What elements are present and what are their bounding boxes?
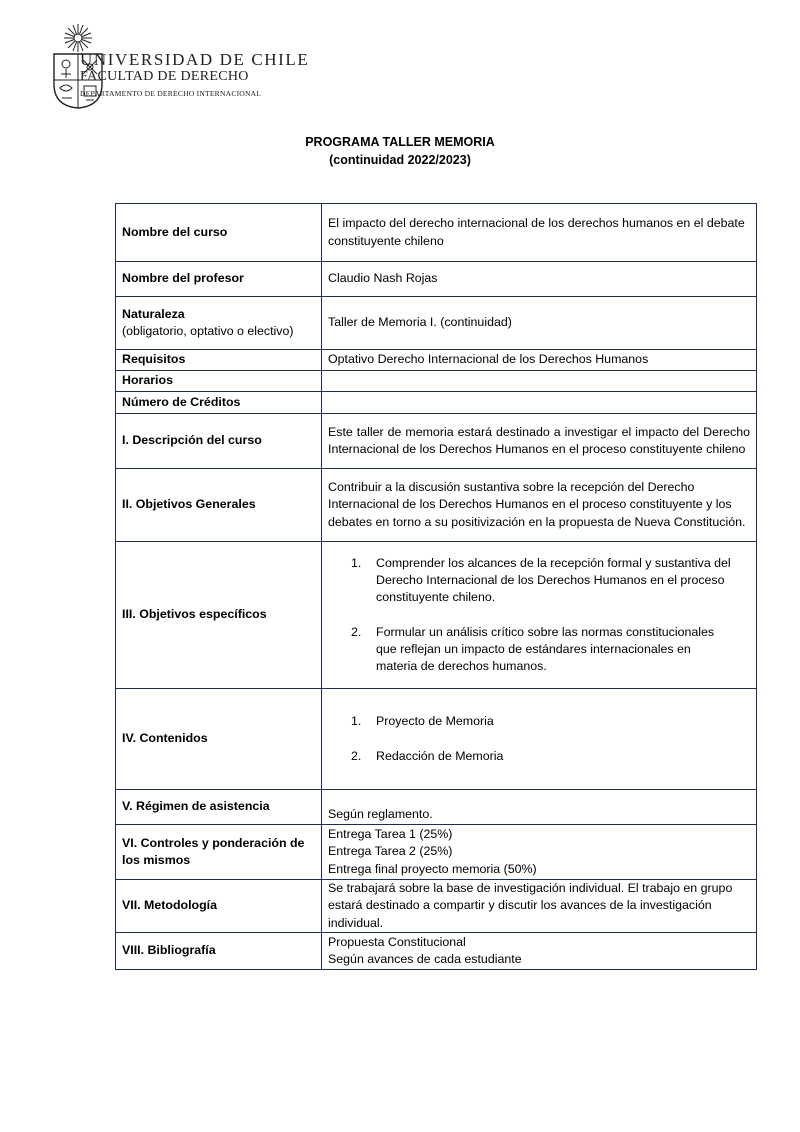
row-controles	[116, 825, 757, 880]
university-name: UNIVERSIDAD DE CHILE	[80, 50, 310, 69]
value-controles	[322, 825, 757, 880]
row-nombre-curso	[116, 204, 757, 262]
label-objetivos-generales: II. Objetivos Generales	[116, 469, 322, 542]
value-bibliografia	[322, 933, 757, 970]
list-item-text: Proyecto de Memoria	[376, 714, 494, 729]
bibliografia-line: Según avances de cada estudiante	[328, 952, 522, 966]
row-bibliografia	[116, 933, 757, 970]
bibliografia-line: Propuesta Constitucional	[328, 934, 466, 949]
label-contenidos: IV. Contenidos	[116, 689, 322, 790]
label-naturaleza	[116, 297, 322, 350]
list-item-text: Redacción de Memoria	[376, 748, 504, 763]
row-horarios	[116, 371, 757, 392]
row-objetivos-especificos	[116, 542, 757, 689]
list-spacer	[328, 607, 750, 624]
row-descripcion	[116, 414, 757, 469]
label-naturaleza-sub: (obligatorio, optativo o electivo)	[122, 324, 294, 338]
label-objetivos-especificos: III. Objetivos específicos	[116, 542, 322, 689]
list-spacer	[328, 731, 750, 748]
list-item-number: 2.	[351, 748, 362, 763]
row-metodologia	[116, 880, 757, 933]
value-objetivos-especificos	[322, 542, 757, 689]
list-item-number: 2.	[351, 624, 362, 639]
value-requisitos: Optativo Derecho Internacional de los Derechos Humanos	[322, 350, 757, 371]
value-metodologia: Se trabajará sobre la base de investigación individual. El trabajo en grupo estará destinado a compartir y discutir los avances de la investigación individual.	[322, 880, 757, 933]
row-requisitos	[116, 350, 757, 371]
controles-line: Entrega Tarea 2 (25%)	[328, 844, 453, 859]
course-program-table	[115, 203, 757, 970]
title-line-1: PROGRAMA TALLER MEMORIA	[305, 135, 495, 149]
label-numero-creditos: Número de Créditos	[116, 392, 322, 414]
label-nombre-curso: Nombre del curso	[116, 204, 322, 262]
controles-line: Entrega Tarea 1 (25%)	[328, 827, 453, 842]
label-asistencia: V. Régimen de asistencia	[116, 790, 322, 825]
list-item-text: Comprender los alcances de la recepción formal y sustantiva del Derecho Internacional de los Derechos Humanos en el proceso constituyente chileno.	[376, 555, 731, 605]
value-contenidos	[322, 689, 757, 790]
title-line-2: (continuidad 2022/2023)	[329, 153, 471, 167]
department-name: DEPARTAMENTO DE DERECHO INTERNACIONAL	[80, 89, 262, 98]
label-naturaleza-title: Naturaleza	[122, 306, 185, 321]
label-bibliografia: VIII. Bibliografía	[116, 933, 322, 970]
list-item-number: 1.	[351, 555, 362, 570]
row-contenidos	[116, 689, 757, 790]
label-horarios: Horarios	[116, 371, 322, 392]
row-nombre-profesor	[116, 262, 757, 297]
list-item-number: 1.	[351, 714, 362, 729]
label-descripcion: I. Descripción del curso	[116, 414, 322, 469]
row-naturaleza	[116, 297, 757, 350]
value-asistencia: Según reglamento.	[322, 790, 757, 825]
value-nombre-curso: El impacto del derecho internacional de los derechos humanos en el debate constituyente chileno	[322, 204, 757, 262]
value-horarios	[322, 371, 757, 392]
value-naturaleza: Taller de Memoria I. (continuidad)	[322, 297, 757, 350]
faculty-name: FACULTAD DE DERECHO	[80, 69, 249, 84]
value-nombre-profesor: Claudio Nash Rojas	[322, 262, 757, 297]
label-metodologia: VII. Metodología	[116, 880, 322, 933]
contenidos-list	[328, 713, 750, 765]
row-numero-creditos	[116, 392, 757, 414]
value-objetivos-generales: Contribuir a la discusión sustantiva sobre la recepción del Derecho Internacional de los Derechos Humanos en el proceso constituyente y los debates en torno a su positivización en la propuesta de Nueva Constitución.	[322, 469, 757, 542]
list-item	[328, 748, 750, 765]
row-objetivos-generales	[116, 469, 757, 542]
controles-line: Entrega final proyecto memoria (50%)	[328, 861, 537, 876]
row-asistencia	[116, 790, 757, 825]
list-item	[328, 555, 750, 607]
label-controles: VI. Controles y ponderación de los mismos	[116, 825, 322, 880]
document-title	[0, 133, 800, 169]
value-descripcion: Este taller de memoria estará destinado a investigar el impacto del Derecho Internacional de los Derechos Humanos en el proceso constituyente chileno	[322, 414, 757, 469]
label-nombre-profesor: Nombre del profesor	[116, 262, 322, 297]
list-item-text: Formular un análisis crítico sobre las normas constitucionales que reflejan un impacto de estándares internacionales en materia de derechos humanos.	[376, 624, 715, 674]
label-requisitos: Requisitos	[116, 350, 322, 371]
value-numero-creditos	[322, 392, 757, 414]
objetivos-especificos-list	[328, 555, 750, 676]
list-item	[328, 624, 750, 676]
list-item	[328, 713, 750, 730]
